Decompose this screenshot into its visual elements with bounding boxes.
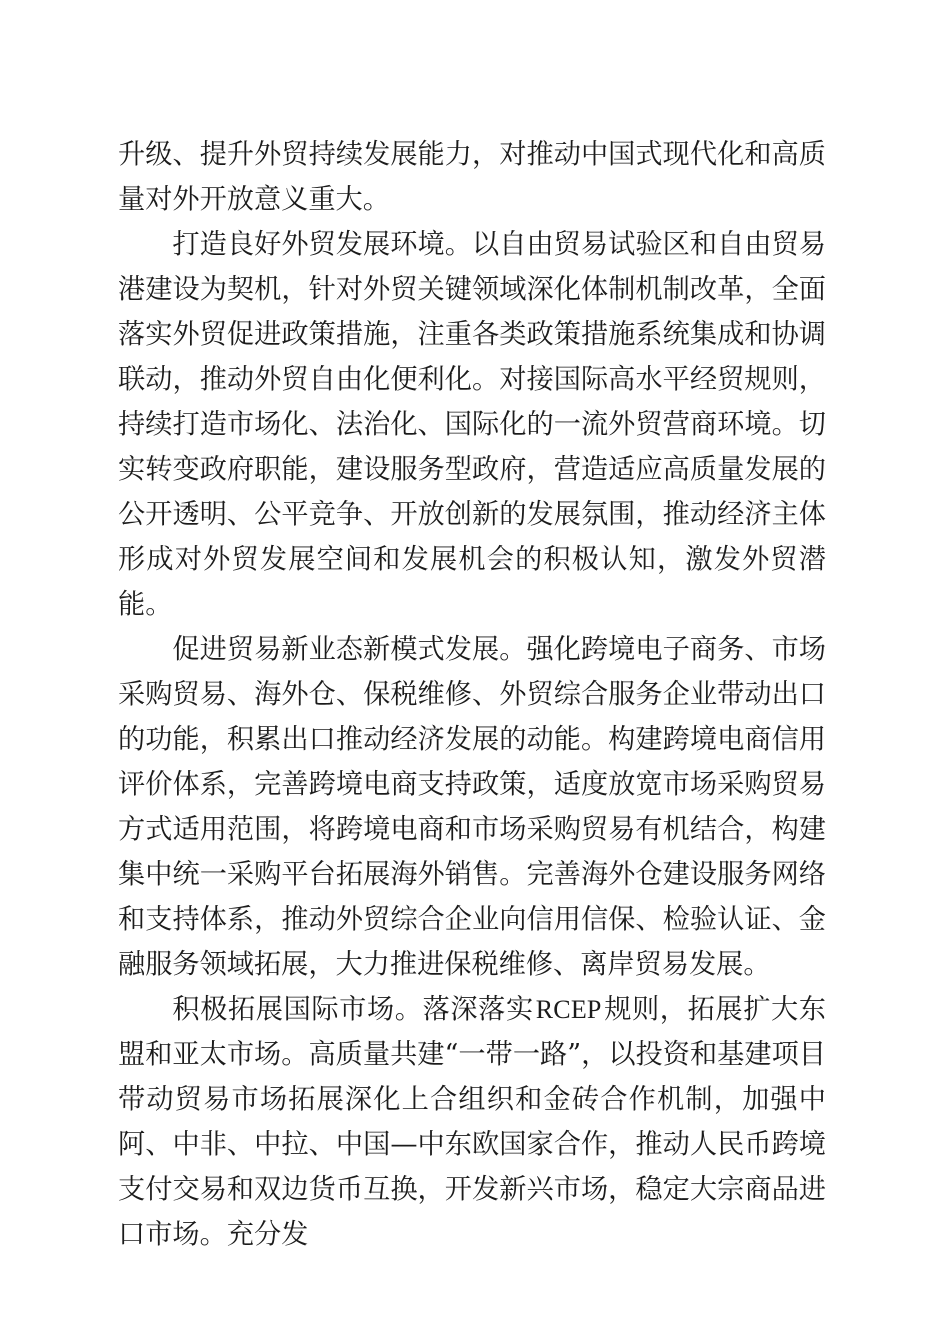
document-body bbox=[118, 132, 826, 1257]
paragraph-new-business-forms: 促进贸易新业态新模式发展。强化跨境电子商务、市场采购贸易、海外仓、保税维修、外贸综合服务企业带动出口的功能，积累出口推动经济发展的动能。构建跨境电商信用评价体系，完善跨境电商支持政策，适度放宽市场采购贸易方式适用范围，将跨境电商和市场采购贸易有机结合，构建集中统一采购平台拓展海外销售。完善海外仓建设服务网络和支持体系，推动外贸综合企业向信用信保、检验认证、金融服务领域拓展，大力推进保税维修、离岸贸易发展。 bbox=[118, 634, 826, 980]
segment-cjk-lead: 积极拓展国际市场。落深落实 bbox=[172, 994, 534, 1025]
paragraph-continuation: 升级、提升外贸持续发展能力，对推动中国式现代化和高质量对外开放意义重大。 bbox=[118, 139, 826, 215]
paragraph-international-markets bbox=[118, 987, 826, 1257]
acronym-rcep: RCEP bbox=[535, 995, 602, 1024]
segment-cjk-tail: 规则，拓展扩大东盟和亚太市场。高质量共建“一带一路”，以投资和基建项目带动贸易市场拓展深化上合组织和金砖合作机制，加强中阿、中非、中拉、中国—中东欧国家合作，推动人民币跨境支付交易和双边货币互换，开发新兴市场，稳定大宗商品进口市场。充分发 bbox=[118, 994, 826, 1250]
paragraph-trade-environment: 打造良好外贸发展环境。以自由贸易试验区和自由贸易港建设为契机，针对外贸关键领域深化体制机制改革，全面落实外贸促进政策措施，注重各类政策措施系统集成和协调联动，推动外贸自由化便利化。对接国际高水平经贸规则，持续打造市场化、法治化、国际化的一流外贸营商环境。切实转变政府职能，建设服务型政府，营造适应高质量发展的公开透明、公平竞争、开放创新的发展氛围，推动经济主体形成对外贸发展空间和发展机会的积极认知，激发外贸潜能。 bbox=[118, 229, 826, 620]
